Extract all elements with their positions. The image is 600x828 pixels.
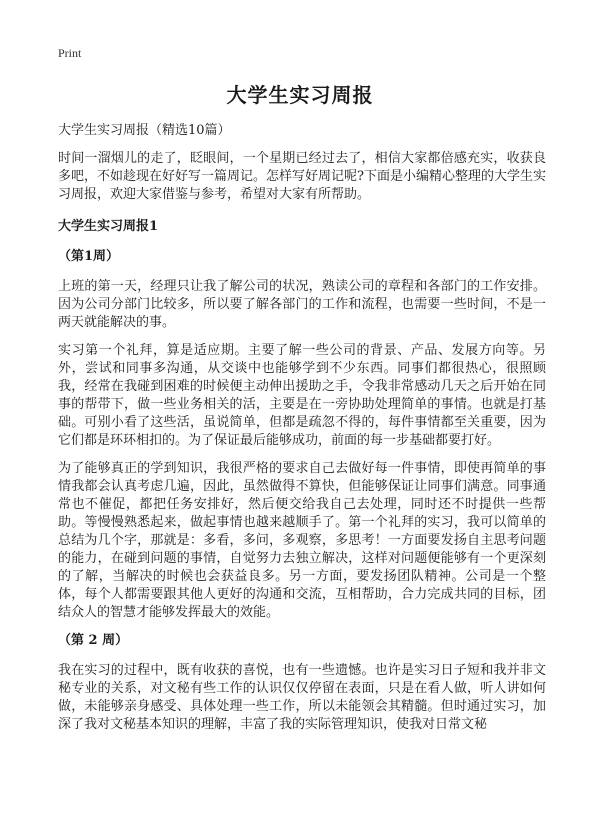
document-subtitle: 大学生实习周报（精选10篇） [58,123,231,138]
section-heading: 大学生实习周报1 [58,219,159,234]
week-1-paragraph: 上班的第一天，经理只让我了解公司的状况，熟读公司的章程和各部门的工作安排。因为公司分部门比较多，所以要了解各部门的工作和流程，也需要一些时间，不是一两天就能解决的事。 [58,279,546,330]
intro-paragraph: 时间一溜烟儿的走了，眨眼间，一个星期已经过去了，相信大家都倍感充实，收获良多吧，不如趁现在好好写一篇周记。怎样写好周记呢?下面是小编精心整理的大学生实习周报，欢迎大家借鉴与参考，希望对大家有所帮助。 [58,151,546,202]
document-body [58,122,546,744]
week-1-heading: （第1周） [58,249,120,264]
week-1-paragraph: 实习第一个礼拜，算是适应期。主要了解一些公司的背景、产品、发展方向等。另外，尝试和同事多沟通，从交谈中也能够学到不少东西。同事们都很热心，很照顾我，经常在我碰到困难的时候便主动伸出援助之手，令我非常感动几天之后开始在同事的帮带下，做一些业务相关的活，主要是在一旁协助处理简单的事情。也就是打基础。可别小看了这些活，虽说简单，但都是疏忽不得的，每件事情都至关重要，因为它们都是环环相扣的。为了保证最后能够成功，前面的每一步基础都要打好。 [58,343,546,448]
week-1-paragraph: 为了能够真正的学到知识，我很严格的要求自己去做好每一件事情，即使再简单的事情我都会认真考虑几遍，因此，虽然做得不算快，但能够保证让同事们满意。同事通常也不催促，都把任务安排好，然后便交给我自己去处理，同时还不时提供一些帮助。等慢慢熟悉起来，做起事情也越来越顺手了。第一个礼拜的实习，我可以简单的总结为几个字，那就是：多看，多问，多观察，多思考！一方面要发扬自主思考问题的能力，在碰到问题的事情，自觉努力去独立解决，这样对问题便能够有一个更深刻的了解，当解决的时候也会获益良多。另一方面，要发扬团队精神。公司是一个整体，每个人都需要跟其他人更好的沟通和交流，互相帮助，合力完成共同的目标，团结众人的智慧才能够发挥最大的效能。 [58,461,546,620]
document-title: 大学生实习周报 [226,83,374,107]
week-2-heading: （第 2 周） [58,633,129,648]
print-link[interactable]: Print [58,46,82,60]
week-2-paragraph: 我在实习的过程中，既有收获的喜悦，也有一些遗憾。也许是实习日子短和我并非文秘专业的关系，对文秘有些工作的认识仅仅停留在表面，只是在看人做，听人讲如何做，未能够亲身感受、具体处理一些工作，所以未能领会其精髓。但时通过实习，加深了我对文秘基本知识的理解，丰富了我的实际管理知识，使我对日常文秘 [58,663,546,732]
